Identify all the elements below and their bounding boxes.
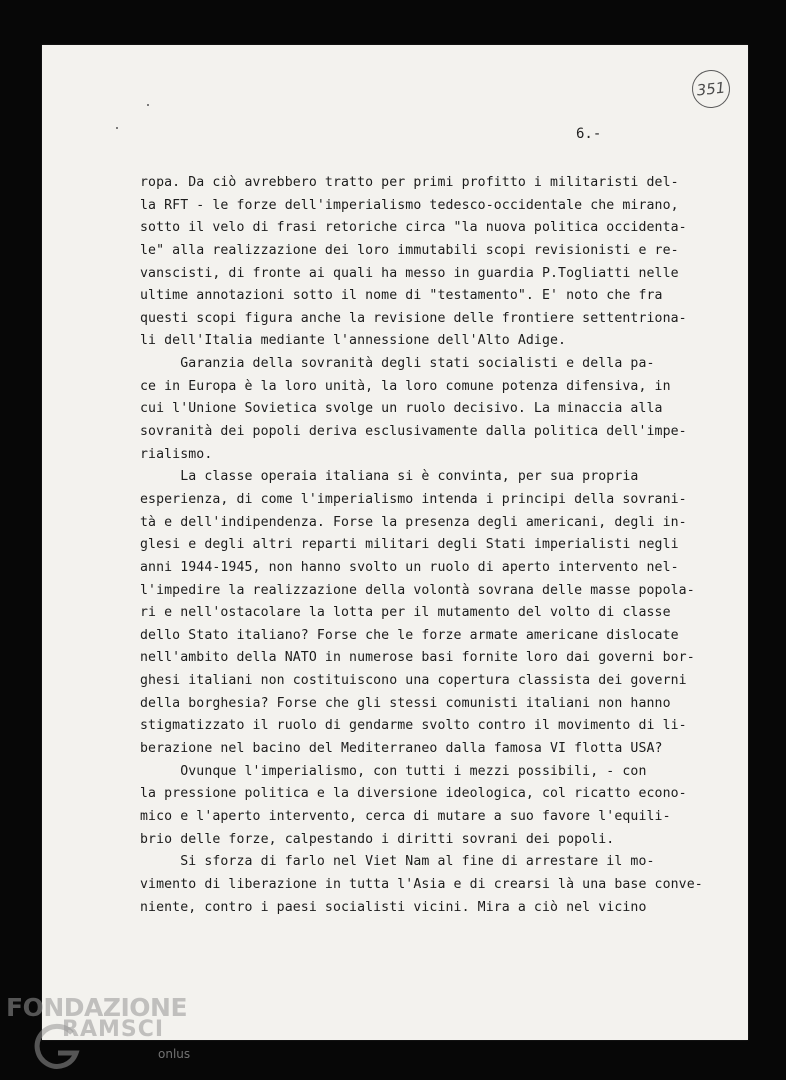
- paper-speck: [147, 104, 149, 106]
- text-line: della borghesia? Forse che gli stessi comunisti italiani non hanno: [140, 695, 671, 711]
- paper-speck: [116, 127, 118, 129]
- text-line: ropa. Da ciò avrebbero tratto per primi profitto i militaristi del-: [140, 175, 679, 190]
- text-line: stigmatizzato il ruolo di gendarme svolto contro il movimento di li-: [140, 718, 687, 734]
- text-line: Ovunque l'imperialismo, con tutti i mezzi possibili, - con: [140, 763, 647, 779]
- text-line: mico e l'aperto intervento, cerca di mutare a suo favore l'equili-: [140, 808, 671, 824]
- text-line: vimento di liberazione in tutta l'Asia e di crearsi là una base conve-: [140, 876, 703, 892]
- text-line: brio delle forze, calpestando i diritti sovrani dei popoli.: [140, 831, 615, 847]
- watermark-onlus: onlus: [158, 1047, 191, 1061]
- text-line: berazione nel bacino del Mediterraneo dalla famosa VI flotta USA?: [140, 741, 663, 757]
- watermark-line2: RAMSCI: [62, 1017, 165, 1042]
- text-line: Garanzia della sovranità degli stati socialisti e della pa-: [140, 356, 655, 372]
- text-line: esperienza, di come l'imperialismo intenda i principi della sovrani-: [140, 491, 687, 507]
- text-line: le" alla realizzazione dei loro immutabili scopi revisionisti e re-: [140, 242, 679, 258]
- text-line: li dell'Italia mediante l'annessione dell'Alto Adige.: [140, 333, 567, 349]
- text-line: ultime annotazioni sotto il nome di "testamento". E' noto che fra: [140, 288, 663, 304]
- text-line: la RFT - le forze dell'imperialismo tedesco-occidentale che mirano,: [140, 197, 679, 213]
- text-line: rialismo.: [140, 446, 213, 462]
- text-line: la pressione politica e la diversione ideologica, col ricatto econo-: [140, 786, 687, 802]
- text-line: dello Stato italiano? Forse che le forze armate americane dislocate: [140, 627, 679, 643]
- typed-body-text: [140, 172, 710, 919]
- text-line: sovranità dei popoli deriva esclusivamente dalla politica dell'impe-: [140, 424, 687, 440]
- text-line: niente, contro i paesi socialisti vicini. Mira a ciò nel vicino: [140, 899, 647, 915]
- text-line: glesi e degli altri reparti militari degli Stati imperialisti negli: [140, 537, 679, 553]
- text-line: questi scopi figura anche la revisione delle frontiere settentriona-: [140, 310, 687, 326]
- watermark-line1: FONDAZIONE: [6, 993, 188, 1022]
- text-line: l'impedire la realizzazione della volontà sovrana delle masse popola-: [140, 582, 695, 598]
- fondazione-gramsci-watermark: [0, 990, 210, 1080]
- text-line: ce in Europa è la loro unità, la loro comune potenza difensiva, in: [140, 378, 671, 394]
- archive-stamp-number: 351: [690, 68, 732, 110]
- text-line: vanscisti, di fronte ai quali ha messo in guardia P.Togliatti nelle: [140, 265, 679, 281]
- text-line: anni 1944-1945, non hanno svolto un ruolo di aperto intervento nel-: [140, 559, 679, 575]
- text-line: Si sforza di farlo nel Viet Nam al fine di arrestare il mo-: [140, 854, 655, 870]
- text-line: sotto il velo di frasi retoriche circa "la nuova politica occidenta-: [140, 220, 687, 236]
- text-line: nell'ambito della NATO in numerose basi fornite loro dai governi bor-: [140, 650, 695, 666]
- text-line: cui l'Unione Sovietica svolge un ruolo decisivo. La minaccia alla: [140, 401, 663, 417]
- text-line: ri e nell'ostacolare la lotta per il mutamento del volto di classe: [140, 605, 671, 621]
- text-line: tà e dell'indipendenza. Forse la presenza degli americani, degli in-: [140, 514, 687, 530]
- page-number: 6.-: [576, 126, 602, 142]
- text-line: La classe operaia italiana si è convinta, per sua propria: [140, 469, 639, 485]
- text-line: ghesi italiani non costituiscono una copertura classista dei governi: [140, 673, 687, 689]
